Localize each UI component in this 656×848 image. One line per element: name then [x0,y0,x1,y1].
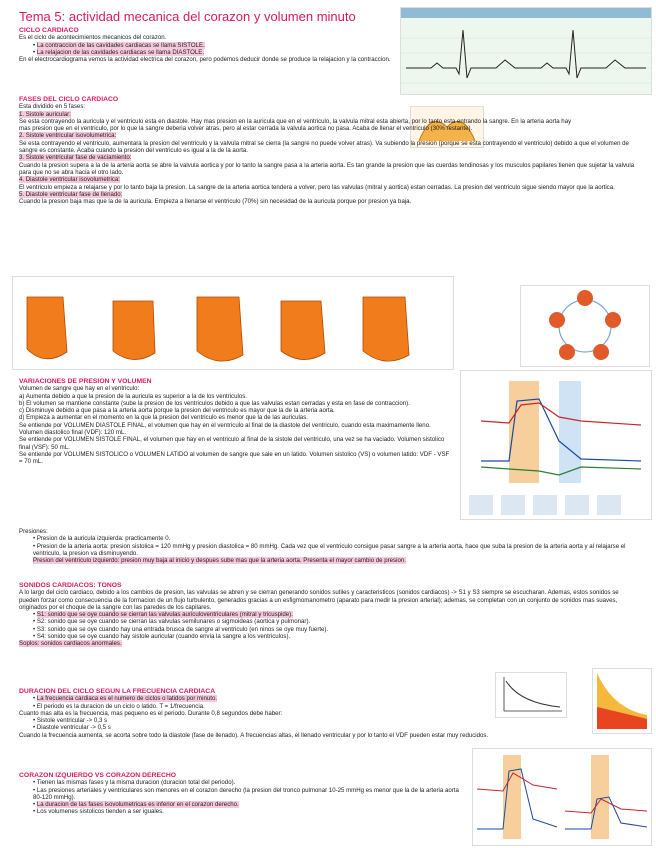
text-line: Soplos: sonidos cardiacos anormales. [19,640,122,648]
section-cycle-duration [19,688,489,739]
text-line: Presiones: [19,528,48,535]
heart-phase-4 [281,301,325,360]
period-curve [495,672,567,718]
text-line: Volumen de sangre que hay en el ventriculo: [19,385,140,393]
phase-heading: 1. Sistole auricular: [19,110,71,118]
duration-area [592,668,652,734]
section-left-vs-right [19,772,464,816]
section-heart-sounds [19,582,639,648]
bullet-item: • Diastole ventricular -> 0,5 s [33,724,111,732]
heart-phase-3 [197,297,243,361]
section-heading: DURACION DEL CICLO SEGUN LA FRECUENCIA CARDIACA [19,688,216,695]
ecg-figure [400,7,652,95]
text-line: d) Empieza a aumentar en el momento en la que la presion del ventriculo es menor que la de las auriculas. [19,414,308,422]
heart-phase-1 [27,297,67,359]
bullet-item: • El periodo es la duracion de un ciclo o latido. T = 1/frecuencia. [33,702,205,710]
section-cardiac-cycle [19,27,394,63]
heart-phase-2 [113,301,155,360]
bullet-item: Presion del ventriculo izquierdo: presion muy baja al inicio y despues sube mas que la arteria aorta. Presenta el mayor cambio de presion. [33,557,406,565]
phase-heading: 2. Sistole ventricular isovolumetrica: [19,132,117,140]
section-heading: VARIACIONES DE PRESION Y VOLUMEN [19,378,152,385]
bullet-item: • Presion de la auricula izquierda: practicamente 0. [33,535,171,543]
bullet-item: • S2: sonido que se oye cuando se cierran las valvulas semilunares o sigmoideas (aortica y pulmonar). [33,618,311,626]
section-heading: SONIDOS CARDIACOS: TONOS [19,582,122,589]
phase-text: Se esta contrayendo el ventriculo, aumentara la presion del ventriculo y la valvula mitral se cierra (la sangre no puede volver atras). Va subiendo la presion (porque se esta contrayendo el ventriculo) debido a que el volumen de sangre es constante. Acaba cuando la presion del ventriculo es igual a la de la aorta. [19,139,629,155]
phase-heading: 4. Diastole ventricular isovolumetrica: [19,176,120,184]
section-pressures [19,528,639,564]
page-title: Tema 5: actividad mecanica del corazon y volumen minuto [19,9,356,24]
section-phases [19,96,639,205]
phase-text: Cuando la presion baja mas que la de la auricula. Empieza a llenarse el ventriculo (70%) sin necesidad de la auricula porque por presion ya baja. [19,198,412,206]
left-right-heart-figure [472,748,652,846]
text-line: Es el ciclo de acontecimientos mecanicos del corazon. [19,34,167,42]
text-line: Cuanto mas alta es la frecuencia, mas pequeno es el periodo. Durante 0,8 segundos debe haber: [19,709,283,717]
text-line: Se entiende por VOLUMEN SISTOLICO o VOLUMEN LATIDO al volumen de sangre que sale en un latido. Volumen sistolico (VS) o volumen latido: VDF - VSF = 70 mL. [19,450,450,466]
text-line: a) Aumenta debido a que la presion de la auricula es superior a la de los ventriculos. [19,392,247,400]
text-line: c) Disminuye debido a que pasa a la arteria aorta porque la presion del ventriculo es mayor que la de la arteria aorta. [19,407,335,415]
text-line: A lo largo del ciclo cardiaco, debido a los cambios de presion, las valvulas se abren y se cierran generando sonidos sutiles y caracteristicos (sonidos cardiacos) -> S1 y S3 siempre se escucharan. Ademas, estos sonidos se pueden forzar como consecuencia de la formacion de un flujo turbulento, generados gracias a un esfigmomanometro (aparato para medir la presion arterial); ademas, se completan con un conjunto de sonidos mas suaves, originados por el choque de la sangre con las paredes de los capilares. [19,589,619,611]
text-line: Se entiende por VOLUMEN SISTOLE FINAL, el volumen que hay en el ventriculo al final de la sistole del ventriculo, una vez se ha vaciado. Volumen sistolico final (VSF): 50 mL. [19,436,445,451]
bullet-item: • Los volumenes sistolicos tienden a ser iguales. [33,808,164,816]
text-line: Esta dividido en 5 fases: [19,103,86,111]
section-heading: CORAZON IZQUIERDO VS CORAZON DERECHO [19,772,177,779]
text-line: En el electrocardiograma vemos la actividad electrica del corazon, pero podemos deducir donde se produce la relajacion y la contraccion. [19,56,391,64]
bullet-item: • S1: sonido que se oye cuando se cierran las valvulas auriculoventriculares (mitral y tricuspide). [33,611,293,619]
text-line: Cuando la frecuencia aumenta, se acorta sobre todo la diastole (fase de llenado). A frecuencias altas, el llenado ventricular y por lo tanto el VDF pueden estar muy reducidos. [19,731,489,739]
bullet-item: • S4: sonido que se oye cuando hay sistole auricular (cuando envia la sangre a los ventriculos). [33,633,291,641]
bullet-item: • Las presiones arteriales y ventriculares son menores en el corazon derecho (la presion del tronco pulmonar 10-25 mmHg es menor que la de la arteria aorta 80-120 mmHg). [33,786,459,801]
heart-phases-figure [12,276,454,370]
wiggers-diagram [460,370,652,520]
phase-text: El ventriculo empieza a relajarse y por lo tanto baja la presion. La sangre de la arteria aortica tendera a volver, pero las valvulas (mitral y aortica) estan cerradas. La presion del ventriculo sigue siendo mayor que la aortica. [19,183,615,191]
bullet-item: • La duracion de las fases isovolumetricas es inferior en el corazon derecho. [33,801,239,809]
bullet-item: • S3: sonido que se oye cuando hay una entrada brusca de sangre al ventriculo (en ninos se oye muy fuerte). [33,625,329,633]
bullet-item: • La relajacion de las cavidades cardiacas se llama DIASTOLE. [33,48,205,56]
phase-text: Se esta contrayendo la auricula y el ventriculo esta en diastole. Hay mas presion en la auricula que en el ventriculo, la valvula mitral esta abierta, por lo tanto esta entrando la sangre. En la arteria aorta hay mas presion que en el ventriculo, por lo que la sangre deberia volver atras, pero al estar cerrada la valvula aortica no pasa. Acaba de llenar el ventriculo (30% restante). [19,117,572,133]
bullet-item: • La frecuencia cardiaca es el numero de ciclos o latidos por minuto. [33,695,218,703]
bullet-item: • La contraccion de las cavidades cardiacas se llama SISTOLE. [33,41,205,49]
heart-cycle-figure [520,285,650,367]
phase-heading: 5. Diastole ventricular fase de llenado: [19,190,123,198]
text-line: Se entiende por VOLUMEN DIASTOLE FINAL, el volumen que hay en el ventriculo al final de la diastole del ventriculo, cuando esta maximamente lleno. Volumen diastolico final (VDF): 120 mL. [19,421,431,437]
text-line: b) El volumen se mantiene constante (sube la presion de los ventriculos debido a que las valvulas estan cerradas y esta en fase de contraccion). [19,399,410,407]
ecg-trace [401,8,651,94]
phase-text: Cuando la presion supera a la de la arteria aorta se abre la valvula aortica y por lo tanto la sangre pasa a la arteria aorta. Es tan grande la presion que las cuerdas tendinosas y los musculos papilares tienen que sujetar la valvula para que no se abra hacia el otro lado. [19,161,635,176]
section-heading: FASES DEL CICLO CARDIACO [19,96,119,103]
section-heading: CICLO CARDIACO [19,27,79,34]
bullet-item: • Presion de la arteria aorta: presion sistolica = 120 mmHg y presion diastolica = 80 mmHg. Cada vez que el ventriculo consigue pasar sangre a la arteria aorta, hace que suba la presion de la arteria aorta y al relajarse el ventriculo, la presion va disminuyendo. [33,542,626,557]
section-pressure-volume [19,378,454,466]
heart-phase-5 [363,297,409,361]
phase-heading: 3. Sistole ventricular fase de vaciamiento: [19,154,132,162]
bullet-item: • Tienen las mismas fases y la misma duracion (duracion total del periodo). [33,779,236,787]
bullet-item: • Sistole ventricular -> 0,3 s [33,717,108,725]
